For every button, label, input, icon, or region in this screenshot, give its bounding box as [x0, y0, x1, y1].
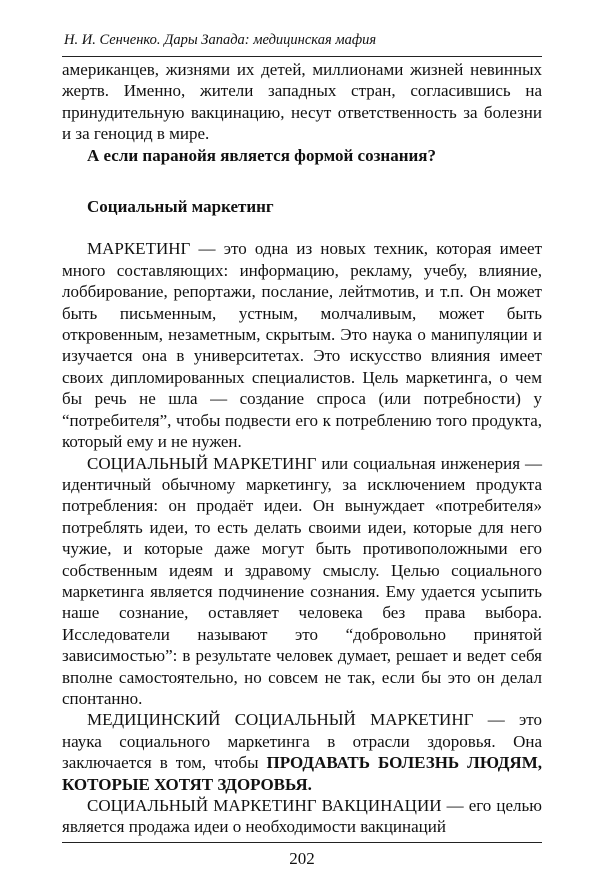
page-number: 202	[289, 849, 315, 868]
paragraph-medical-marketing	[62, 709, 542, 795]
book-page	[62, 30, 542, 838]
running-head: Н. И. Сенченко. Дары Запада: медицинская мафия	[62, 30, 542, 57]
question-heading: А если паранойя является формой сознания?	[87, 145, 436, 165]
paragraph-social-marketing: СОЦИАЛЬНЫЙ МАРКЕТИНГ или социальная инженерия — идентичный обычному маркетингу, за исключением продукта потребления: он продаёт идеи. Он вынуждает «потребителя» потреблять идеи, то есть делать своими идеи, которые для него чужие, и которые даже могут быть противоположными его собственным идеям и здравому смыслу. Целью социального маркетинга является подчинение сознания. Ему удается усыпить наше сознание, оставляет человека без права выбора. Исследователи называют это “добровольно принятой зависимостью”: в результате человек думает, решает и ведет себя вполне самостоятельно, но совсем не так, если бы это он делал спонтанно.	[62, 453, 542, 708]
emphasis-text: ПРОДАВАТЬ БОЛЕЗНЬ ЛЮДЯМ, КОТОРЫЕ ХОТЯТ ЗДОРОВЬЯ.	[62, 753, 542, 794]
section-title: Социальный маркетинг	[87, 197, 274, 217]
paragraph-medical-marketing-text: МЕДИЦИНСКИЙ СОЦИАЛЬНЫЙ МАРКЕТИНГ — это наука социального маркетинга в отрасли здоровья. Она заключается в том, чтобы	[62, 710, 542, 773]
paragraph-continuation: американцев, жизнями их детей, миллионами жизней невинных жертв. Именно, жители западных стран, согласившись на принудительную вакцинацию, несут ответственность за болезни и за геноцид в мире.	[62, 60, 542, 144]
spacer	[62, 217, 542, 238]
paragraph-vaccination-marketing: СОЦИАЛЬНЫЙ МАРКЕТИНГ ВАКЦИНАЦИИ — его целью является продажа идеи о необходимости вакцинаций	[62, 796, 542, 837]
spacer	[62, 166, 542, 196]
body-text	[62, 59, 542, 838]
footer-rule	[62, 842, 542, 843]
paragraph-marketing: МАРКЕТИНГ — это одна из новых техник, которая имеет много составляющих: информацию, рекламу, учебу, влияние, лоббирование, репортажи, послание, лейтмотив, и т.п. Он может быть письменным, устным, молчаливым, может быть откровенным, незаметным, скрытым. Это наука о манипуляции и изучается она в университетах. Это искусство влияния имеет своих дипломированных специалистов. Цель маркетинга, о чем бы речь не шла — создание спроса (или потребности) у “потребителя”, чтобы подвести его к потреблению того продукта, который ему и не нужен.	[62, 239, 542, 452]
